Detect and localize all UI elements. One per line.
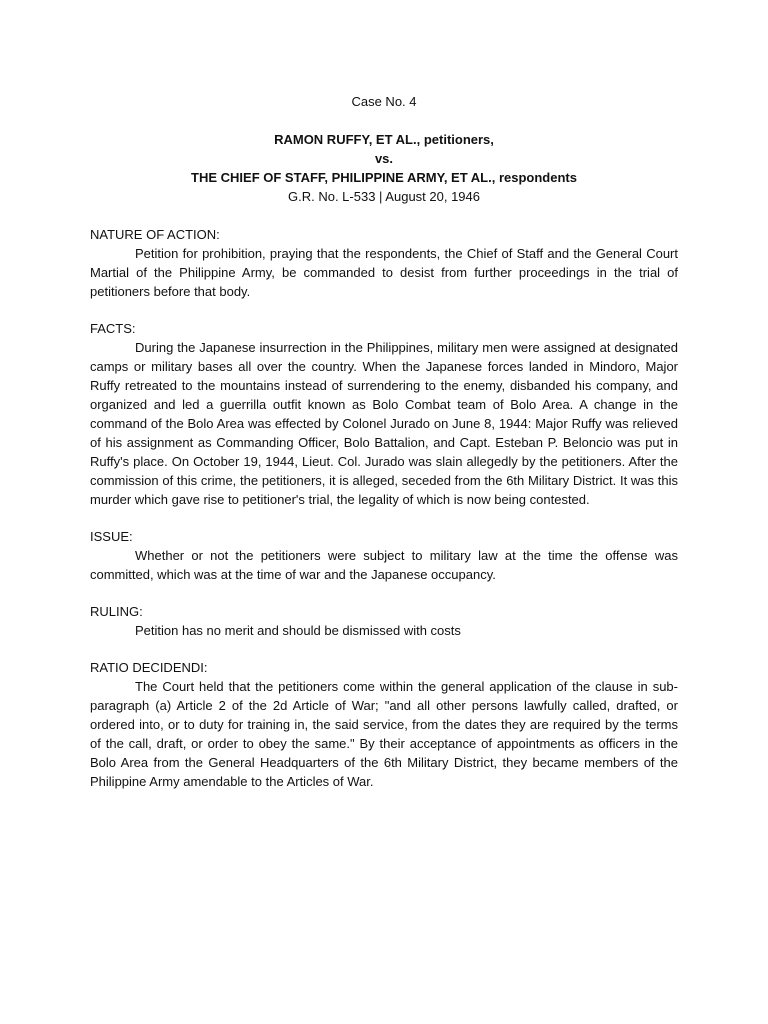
section-paragraph: The Court held that the petitioners come within the general application of the clause in sub-paragraph (a) Article 2 of the 2d Article of War; "and all other persons lawfully called, drafted, or ordered into, or to duty for training in, the said service, from the dates they are required by the terms of the call, draft, or order to obey the same." By their acceptance of appointments as officers in the Bolo Area from the General Headquarters of the 6th Military District, they became members of the Philippine Army amendable to the Articles of War. [90, 679, 678, 789]
case-citation: G.R. No. L-533 | August 20, 1946 [288, 189, 480, 204]
nature-of-action-section [90, 225, 678, 301]
section-heading: NATURE OF ACTION: [90, 227, 220, 242]
case-number: Case No. 4 [351, 94, 417, 109]
respondents-line: THE CHIEF OF STAFF, PHILIPPINE ARMY, ET AL., respondents [191, 170, 577, 185]
section-heading: ISSUE: [90, 529, 133, 544]
ratio-decidendi-section [90, 658, 678, 791]
section-heading: RULING: [90, 604, 143, 619]
ruling-section [90, 602, 678, 640]
section-heading: FACTS: [90, 321, 136, 336]
section-paragraph: Petition has no merit and should be dismissed with costs [135, 623, 461, 638]
section-paragraph: Whether or not the petitioners were subject to military law at the time the offense was committed, which was at the time of war and the Japanese occupancy. [90, 548, 678, 582]
versus-line: vs. [374, 151, 394, 166]
section-heading: RATIO DECIDENDI: [90, 660, 208, 675]
section-paragraph: During the Japanese insurrection in the Philippines, military men were assigned at designated camps or military bases all over the country. When the Japanese forces landed in Mindoro, Major Ruffy retreated to the mountains instead of surrendering to the enemy, disbanded his company, and organized and led a guerrilla outfit known as Bolo Combat team of Bolo Area. A change in the command of the Bolo Area was effected by Colonel Jurado on June 8, 1944: Major Ruffy was relieved of his assignment as Commanding Officer, Bolo Battalion, and Capt. Esteban P. Beloncio was put in Ruffy's place. On October 19, 1944, Lieut. Col. Jurado was slain allegedly by the petitioners. After the commission of this crime, the petitioners, it is alleged, seceded from the 6th Military District. It was this murder which gave rise to petitioner's trial, the legality of which is now being contested. [90, 340, 678, 507]
document-page [90, 92, 678, 791]
facts-section [90, 319, 678, 509]
section-paragraph: Petition for prohibition, praying that the respondents, the Chief of Staff and the General Court Martial of the Philippine Army, be commanded to desist from further proceedings in the trial of petitioners before that body. [90, 246, 678, 299]
issue-section [90, 527, 678, 584]
petitioners-line: RAMON RUFFY, ET AL., petitioners, [274, 132, 494, 147]
